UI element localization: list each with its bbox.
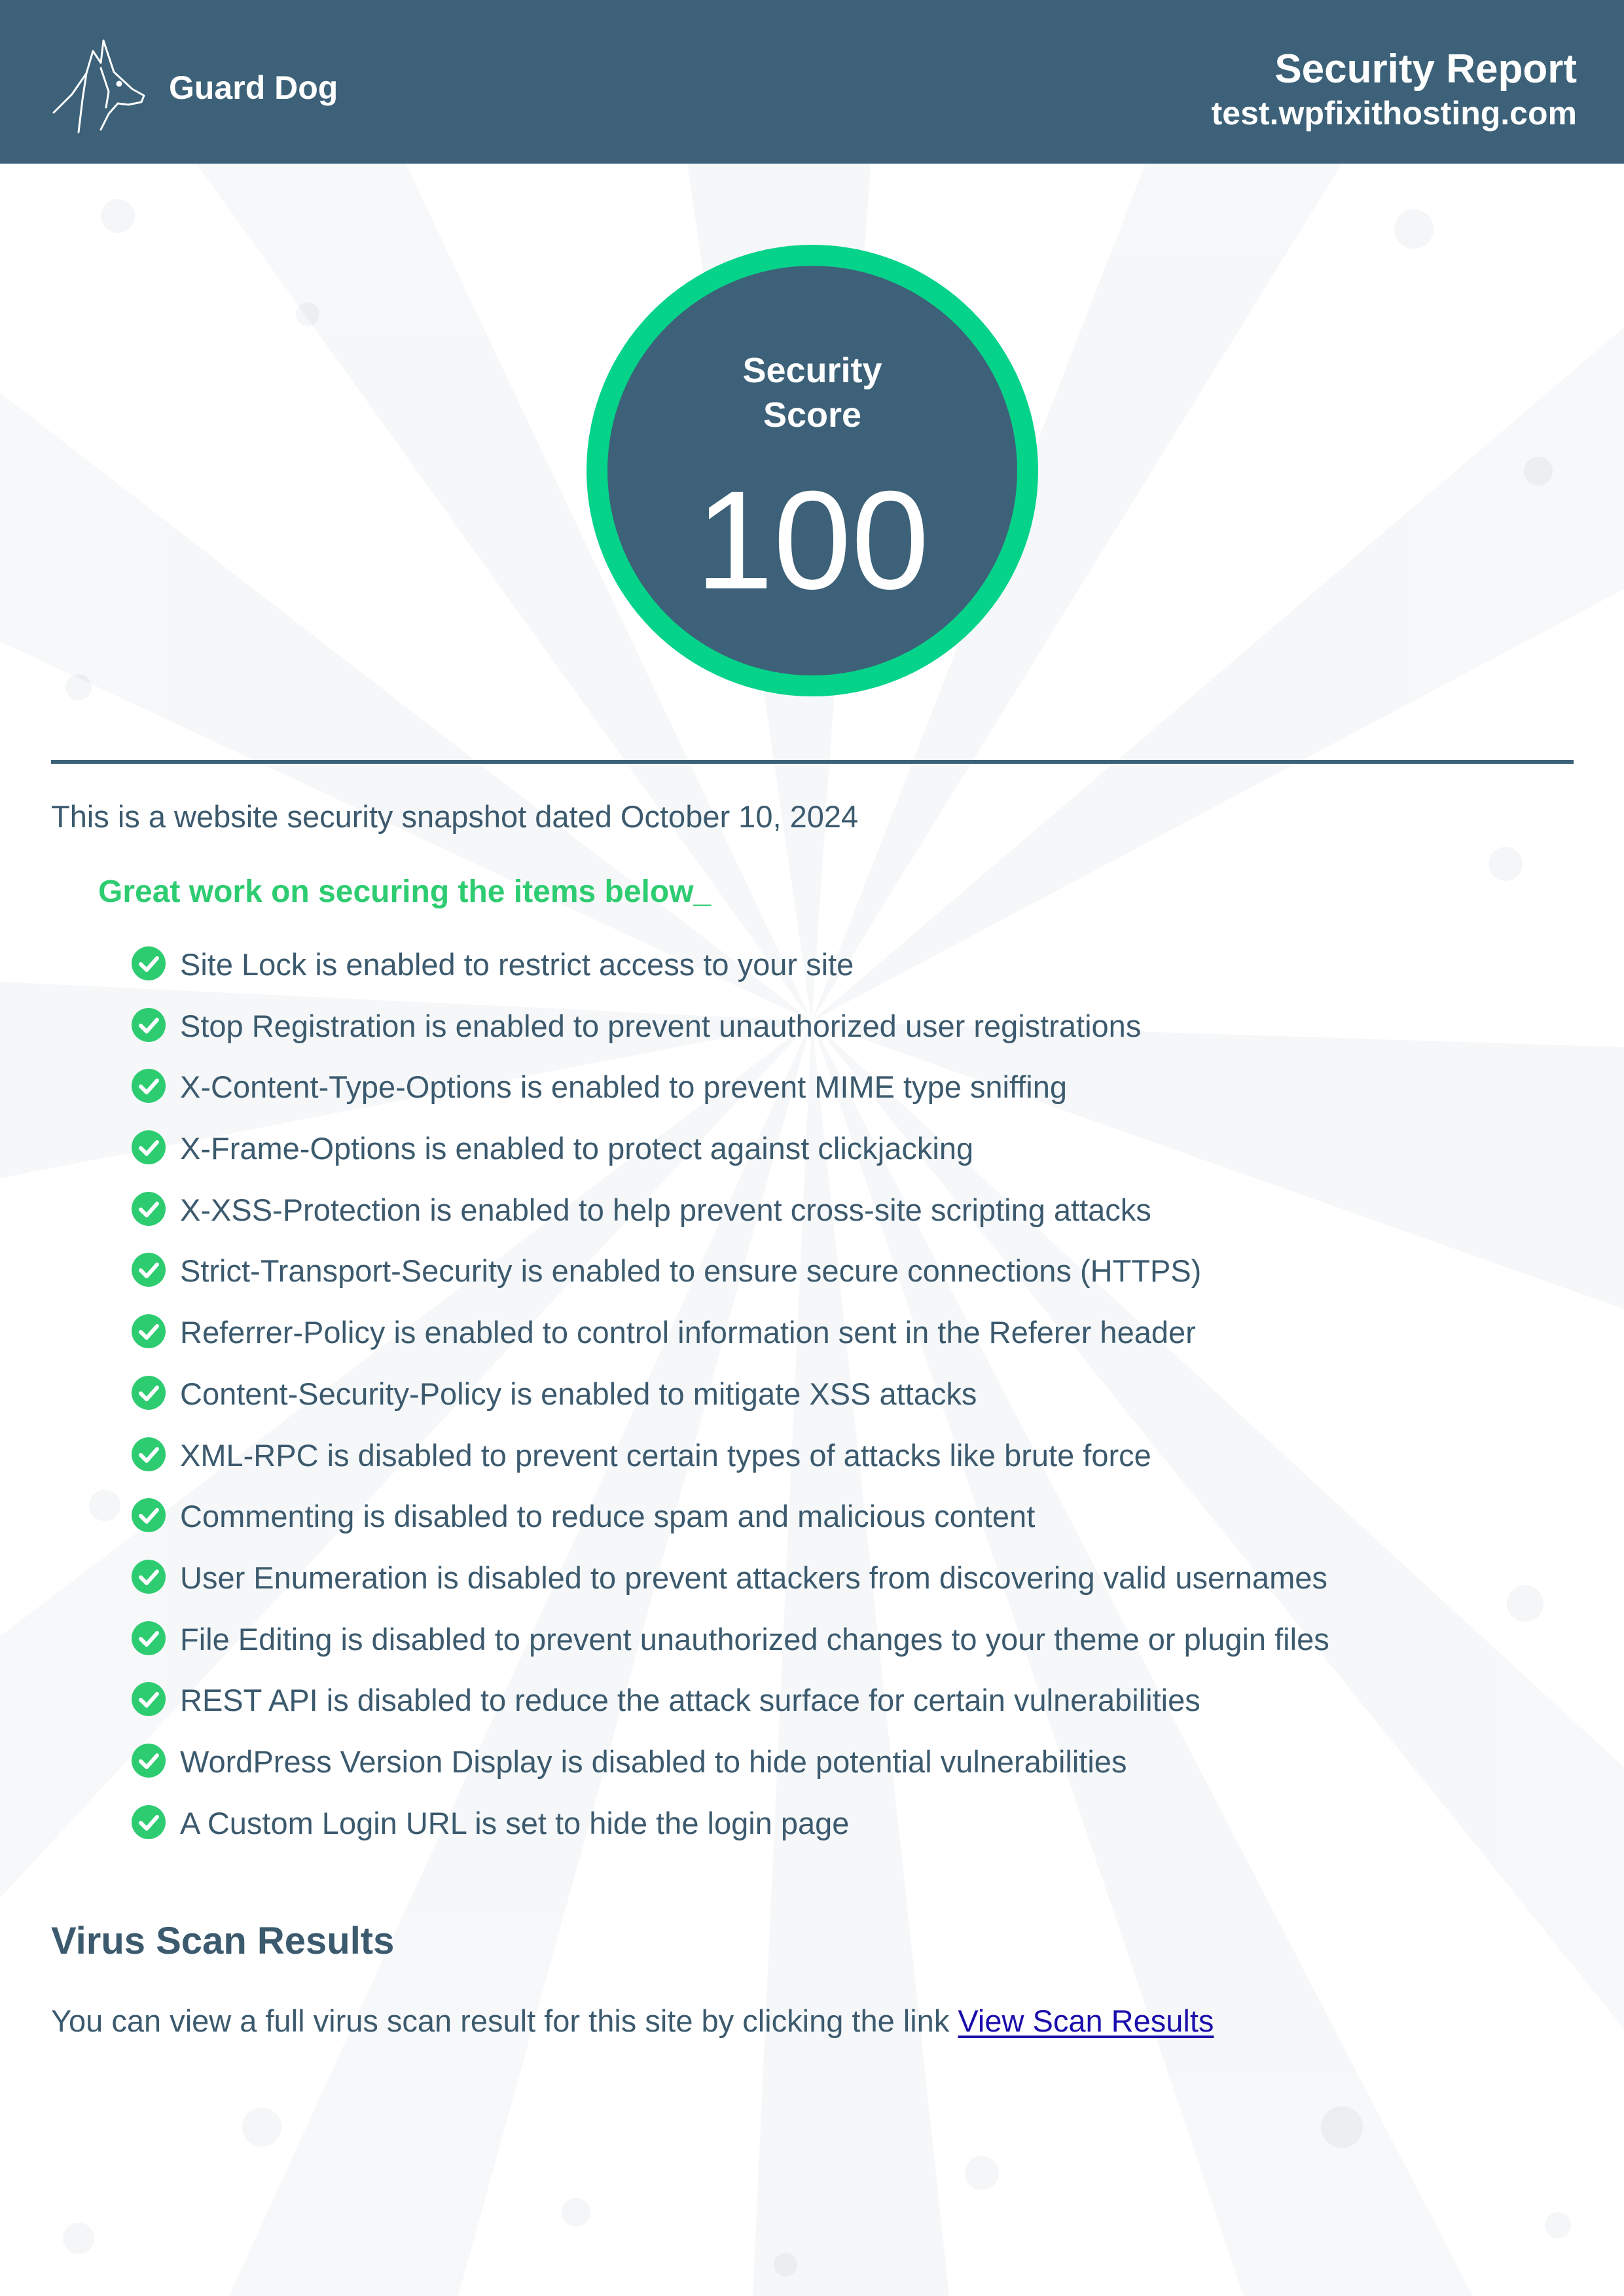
check-circle-icon <box>131 1681 166 1717</box>
security-score-label-text: Security Score <box>742 351 882 435</box>
report-title: Security Report <box>1274 46 1577 92</box>
secured-item <box>131 1498 1571 1559</box>
secured-item <box>131 1314 1571 1375</box>
section-divider <box>51 760 1574 764</box>
secured-item-text: WordPress Version Display is disabled to hide potential vulnerabilities <box>180 1744 1127 1779</box>
security-score-badge <box>586 245 1038 696</box>
secured-item-text: XML-RPC is disabled to prevent certain types of attacks like brute force <box>180 1437 1151 1473</box>
view-scan-results-link[interactable]: View Scan Results <box>958 2003 1214 2038</box>
secured-item <box>131 1743 1571 1804</box>
check-circle-icon <box>131 1252 166 1287</box>
dog-head-icon <box>46 34 151 139</box>
secured-item <box>131 1804 1571 1866</box>
virus-scan-description: You can view a full virus scan result for this site by clicking the link <box>51 2003 958 2038</box>
secured-item-text: REST API is disabled to reduce the attack surface for certain vulnerabilities <box>180 1683 1200 1718</box>
virus-scan-heading: Virus Scan Results <box>51 1920 395 1962</box>
secured-item <box>131 1130 1571 1191</box>
secured-item-text: Referrer-Policy is enabled to control information sent in the Referer header <box>180 1315 1196 1350</box>
virus-scan-text <box>51 2001 1214 2041</box>
check-circle-icon <box>131 946 166 981</box>
secured-item <box>131 946 1571 1007</box>
check-circle-icon <box>131 1068 166 1103</box>
check-circle-icon <box>131 1559 166 1594</box>
secured-item <box>131 1191 1571 1253</box>
check-circle-icon <box>131 1437 166 1472</box>
brand-name: Guard Dog <box>169 69 338 106</box>
check-circle-icon <box>131 1375 166 1410</box>
secured-items-heading: Great work on securing the items below_ <box>98 874 712 909</box>
secured-item-text: File Editing is disabled to prevent unauthorized changes to your theme or plugin files <box>180 1621 1329 1657</box>
secured-item <box>131 1007 1571 1069</box>
secured-item-text: X-Content-Type-Options is enabled to prevent MIME type sniffing <box>180 1069 1067 1105</box>
check-circle-icon <box>131 1191 166 1227</box>
secured-item-text: A Custom Login URL is set to hide the login page <box>180 1805 850 1840</box>
snapshot-date-text: This is a website security snapshot dated October 10, 2024 <box>51 799 859 834</box>
check-circle-icon <box>131 1743 166 1778</box>
secured-item <box>131 1252 1571 1314</box>
report-domain: test.wpfixithosting.com <box>1211 95 1577 132</box>
secured-item-text: Site Lock is enabled to restrict access to your site <box>180 947 854 982</box>
secured-item-text: X-XSS-Protection is enabled to help prevent cross-site scripting attacks <box>180 1192 1151 1227</box>
check-circle-icon <box>131 1804 166 1840</box>
security-score-inner <box>607 266 1017 675</box>
secured-item <box>131 1437 1571 1498</box>
secured-item-text: X-Frame-Options is enabled to protect against clickjacking <box>180 1131 974 1166</box>
check-circle-icon <box>131 1314 166 1349</box>
secured-item <box>131 1559 1571 1621</box>
check-circle-icon <box>131 1130 166 1165</box>
secured-item-text: Strict-Transport-Security is enabled to ensure secure connections (HTTPS) <box>180 1253 1202 1289</box>
secured-item-text: Content-Security-Policy is enabled to mitigate XSS attacks <box>180 1376 977 1411</box>
secured-item <box>131 1621 1571 1682</box>
secured-item <box>131 1681 1571 1743</box>
check-circle-icon <box>131 1007 166 1043</box>
report-header <box>0 0 1624 164</box>
secured-item-text: User Enumeration is disabled to prevent attackers from discovering valid usernames <box>180 1560 1327 1595</box>
secured-item-text: Stop Registration is enabled to prevent unauthorized user registrations <box>180 1008 1142 1043</box>
secured-item <box>131 1375 1571 1437</box>
security-score-value: 100 <box>695 462 929 619</box>
check-circle-icon <box>131 1498 166 1533</box>
security-score-label <box>607 348 1017 437</box>
secured-items-list <box>131 946 1571 1865</box>
secured-item <box>131 1068 1571 1130</box>
secured-item-text: Commenting is disabled to reduce spam and malicious content <box>180 1499 1036 1534</box>
check-circle-icon <box>131 1621 166 1656</box>
